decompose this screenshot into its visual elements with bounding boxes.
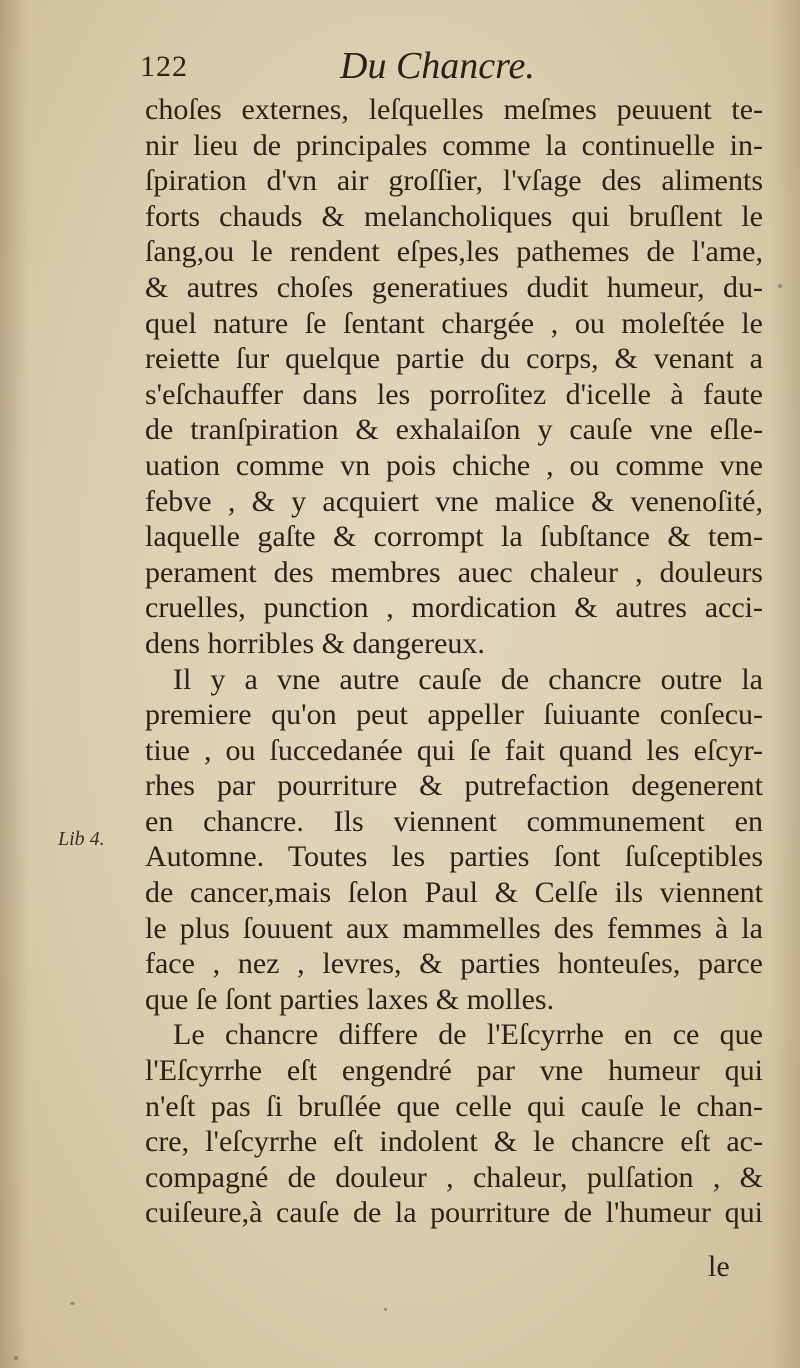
text-line: cruelles, punction , mordication & autres acci- bbox=[145, 591, 763, 625]
body-text bbox=[145, 92, 763, 1231]
text-line: quel nature ſe ſentant chargée , ou moleſtée le bbox=[145, 306, 763, 340]
text-line: laquelle gaſte & corrompt la ſubſtance & tem- bbox=[145, 520, 763, 554]
text-line: uation comme vn pois chiche , ou comme vne bbox=[145, 448, 763, 482]
text-line: premiere qu'on peut appeller ſuiuante conſecu- bbox=[145, 698, 763, 732]
text-line: forts chauds & melancholiques qui bruſlent le bbox=[145, 199, 763, 233]
text-line: Automne. Toutes les parties ſont ſuſceptibles bbox=[145, 840, 763, 874]
text-line: ſpiration d'vn air groſſier, l'vſage des aliments bbox=[145, 164, 763, 198]
text-line: dens horribles & dangereux. bbox=[145, 626, 485, 660]
paper-speck bbox=[14, 1356, 18, 1360]
paper-speck bbox=[384, 1308, 387, 1311]
text-line: cuiſeure,à cauſe de la pourriture de l'humeur qui bbox=[145, 1196, 763, 1230]
running-head: Du Chancre. bbox=[340, 45, 535, 87]
text-line: cre, l'eſcyrrhe eſt indolent & le chancre eſt ac- bbox=[145, 1125, 763, 1159]
margin-note: Lib 4. bbox=[58, 828, 105, 850]
text-line: choſes externes, leſquelles meſmes peuuent te- bbox=[145, 93, 763, 126]
text-line: en chancre. Ils viennent communement en bbox=[145, 804, 763, 838]
text-line: & autres choſes generatiues dudit humeur, du- bbox=[145, 270, 763, 304]
page-header bbox=[140, 44, 760, 88]
text-line: face , nez , levres, & parties honteuſes, parce bbox=[145, 947, 763, 981]
text-line: nir lieu de principales comme la continuelle in- bbox=[145, 128, 763, 162]
text-line: s'eſchauffer dans les porroſitez d'icelle à faute bbox=[145, 377, 763, 411]
text-line: compagné de douleur , chaleur, pulſation , & bbox=[145, 1160, 763, 1194]
text-line: rhes par pourriture & putrefaction degenerent bbox=[145, 769, 763, 803]
page-left-edge-shadow bbox=[0, 0, 28, 1368]
paper-speck bbox=[778, 284, 782, 288]
text-line: l'Eſcyrrhe eſt engendré par vne humeur qui bbox=[145, 1054, 763, 1088]
catchword: le bbox=[708, 1250, 730, 1283]
page-right-edge-shadow bbox=[772, 0, 800, 1368]
text-line: ſang,ou le rendent eſpes,les pathemes de l'ame, bbox=[145, 235, 763, 269]
text-line: reiette ſur quelque partie du corps, & venant a bbox=[145, 342, 763, 376]
text-line: n'eſt pas ſi bruſlée que celle qui cauſe le chan- bbox=[145, 1089, 763, 1123]
text-line: de cancer,mais ſelon Paul & Celſe ils viennent bbox=[145, 876, 763, 910]
text-line: tiue , ou ſuccedanée qui ſe fait quand les eſcyr- bbox=[145, 733, 763, 767]
text-line: que ſe ſont parties laxes & molles. bbox=[145, 982, 555, 1016]
text-line: perament des membres auec chaleur , douleurs bbox=[145, 555, 763, 589]
text-line: Le chancre differe de l'Eſcyrrhe en ce que bbox=[173, 1018, 763, 1052]
text-line: Il y a vne autre cauſe de chancre outre la bbox=[173, 662, 763, 696]
text-line: febve , & y acquiert vne malice & venenoſité, bbox=[145, 484, 763, 518]
text-line: le plus ſouuent aux mammelles des femmes à la bbox=[145, 911, 763, 945]
page-number: 122 bbox=[140, 50, 188, 83]
paper-speck bbox=[70, 1302, 75, 1305]
text-line: de tranſpiration & exhalaiſon y cauſe vne eſle- bbox=[145, 413, 763, 447]
